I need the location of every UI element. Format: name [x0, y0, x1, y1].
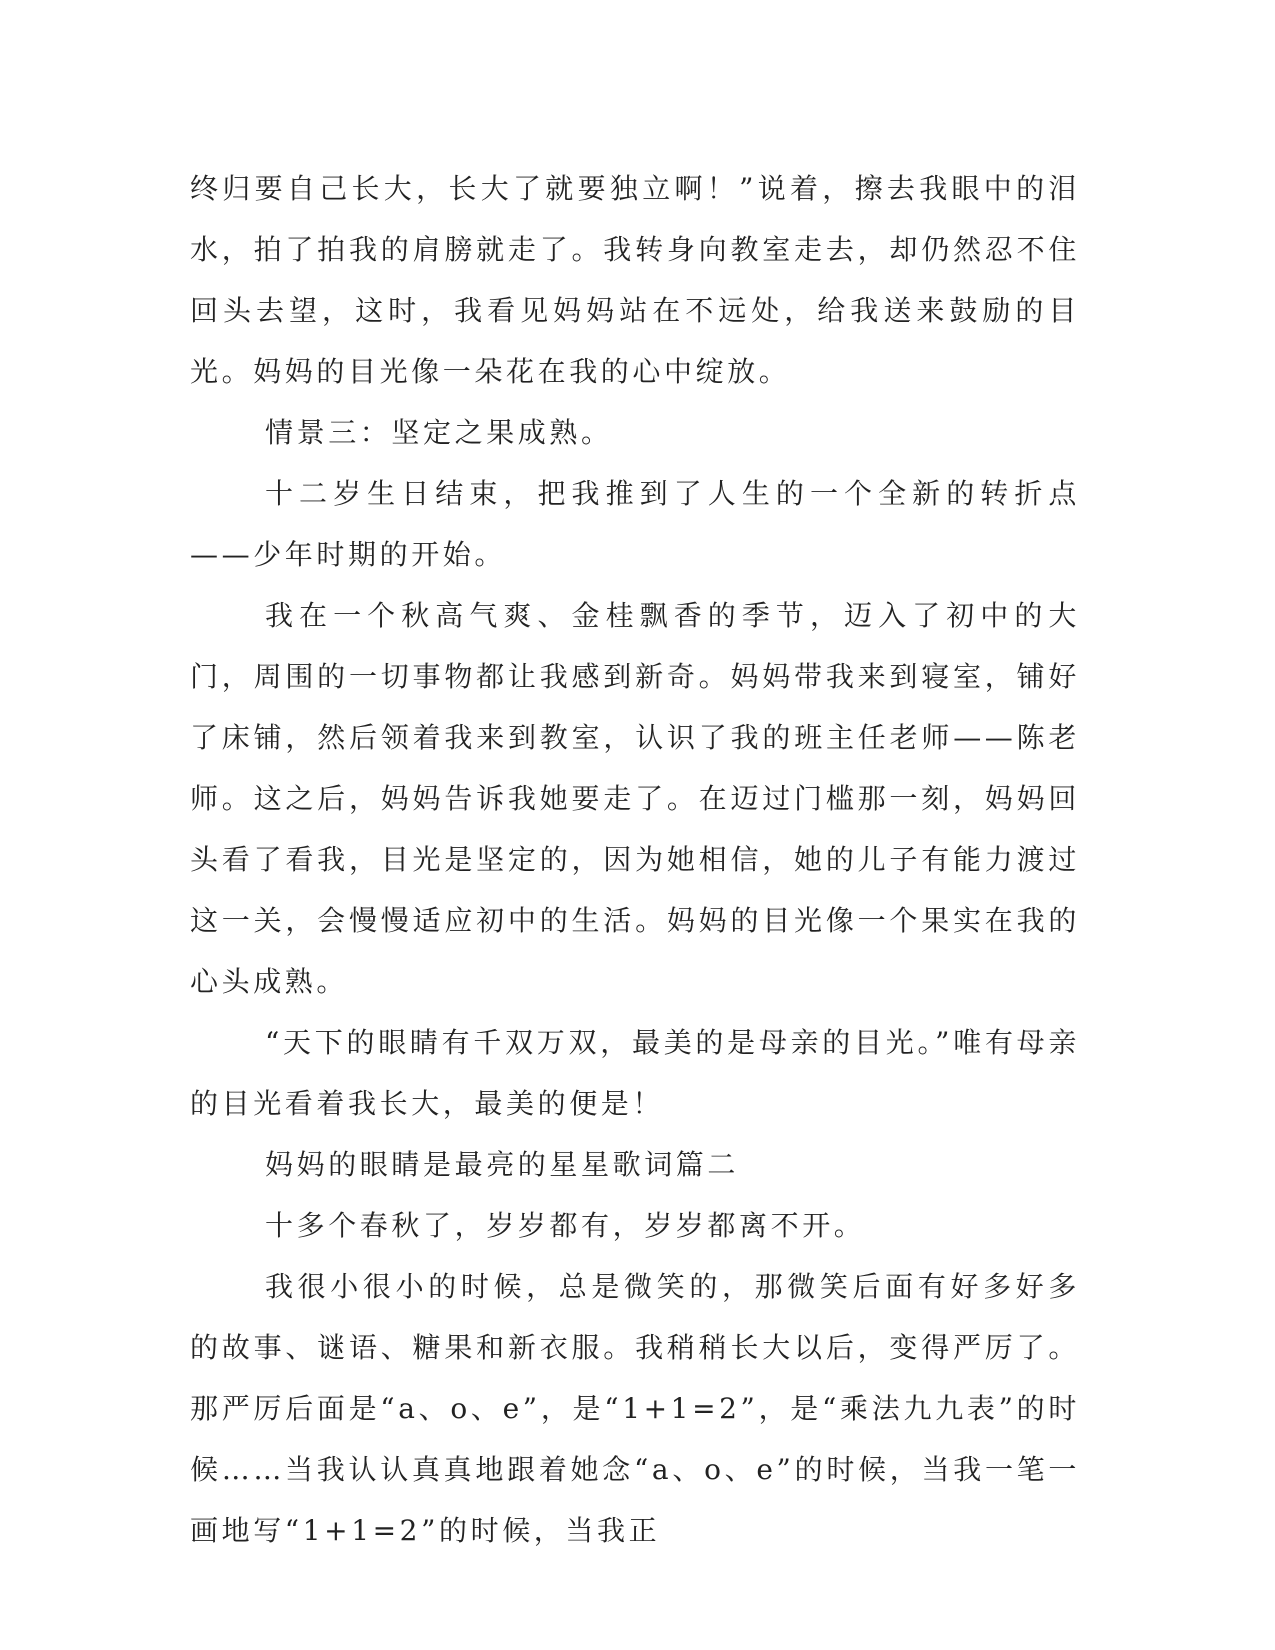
paragraph-5: “天下的眼睛有千双万双，最美的是母亲的目光。”唯有母亲的目光看着我长大，最美的便是！ [190, 1026, 1080, 1120]
paragraph-8: 我很小很小的时候，总是微笑的，那微笑后面有好多好多的故事、谜语、糖果和新衣服。我稍稍长大以后，变得严厉了。那严厉后面是“a、o、e”，是“1+1=2”，是“乘法九九表”的时候……当我认认真真地跟着她念“a、o、e”的时候，当我一笔一画地写“1+1=2”的时候，当我正 [190, 1270, 1080, 1547]
paragraph-4: 我在一个秋高气爽、金桂飘香的季节，迈入了初中的大门，周围的一切事物都让我感到新奇。妈妈带我来到寝室，铺好了床铺，然后领着我来到教室，认识了我的班主任老师——陈老师。这之后，妈妈告诉我她要走了。在迈过门槛那一刻，妈妈回头看了看我，目光是坚定的，因为她相信，她的儿子有能力渡过这一关，会慢慢适应初中的生活。妈妈的目光像一个果实在我的心头成熟。 [190, 599, 1080, 998]
section-heading: 妈妈的眼睛是最亮的星星歌词篇二 [265, 1148, 740, 1181]
paragraph-3: 十二岁生日结束，把我推到了人生的一个全新的转折点——少年时期的开始。 [190, 477, 1080, 571]
paragraph-2: 情景三：坚定之果成熟。 [265, 416, 613, 449]
document-body [190, 158, 1080, 1561]
paragraph-1: 终归要自己长大，长大了就要独立啊！”说着，擦去我眼中的泪水，拍了拍我的肩膀就走了。我转身向教室走去，却仍然忍不住回头去望，这时，我看见妈妈站在不远处，给我送来鼓励的目光。妈妈的目光像一朵花在我的心中绽放。 [190, 172, 1080, 388]
paragraph-7: 十多个春秋了，岁岁都有，岁岁都离不开。 [265, 1209, 866, 1242]
